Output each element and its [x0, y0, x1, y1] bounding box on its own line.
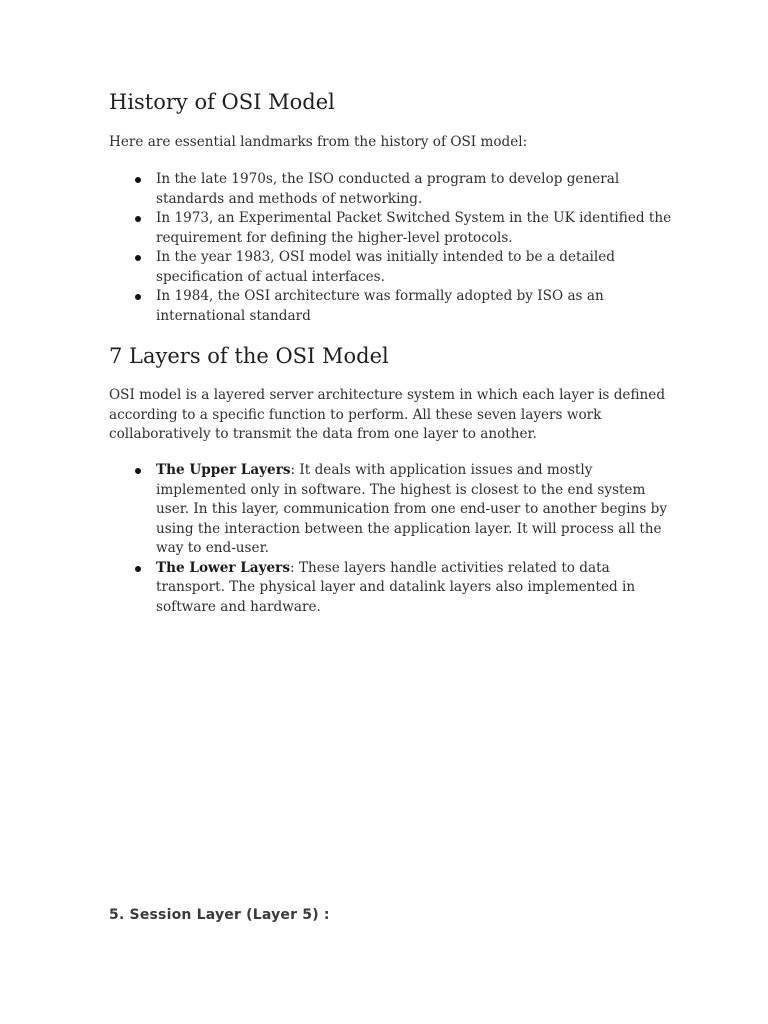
- history-item-text: In 1984, the OSI architecture was formally adopted by ISO as an international standard: [156, 288, 604, 324]
- layers-intro: OSI model is a layered server architecture system in which each layer is defined according to a specific function to perform. All these seven layers work collaboratively to transmit the data from one layer to another.: [109, 387, 666, 442]
- bullet-icon: [135, 468, 141, 474]
- bullet-icon: [135, 255, 141, 261]
- session-layer-heading: 5. Session Layer (Layer 5) :: [109, 907, 330, 923]
- layer-term: The Lower Layers: [156, 559, 290, 576]
- bullet-icon: [135, 566, 141, 572]
- layers-list: [156, 461, 676, 617]
- bullet-icon: [135, 294, 141, 300]
- list-item: [156, 559, 676, 618]
- bullet-icon: [135, 216, 141, 222]
- layer-description: : It deals with application issues and mostly implemented only in software. The highest is closest to the end system user. In this layer, communication from one end-user to another begins by using the interaction between the application layer. It will process all the way to end-user.: [156, 462, 668, 556]
- layers-heading: 7 Layers of the OSI Model: [109, 344, 389, 368]
- history-item-text: In the year 1983, OSI model was initially intended to be a detailed specification of actual interfaces.: [156, 249, 616, 285]
- history-heading: History of OSI Model: [109, 90, 335, 114]
- bullet-icon: [135, 177, 141, 183]
- history-intro: Here are essential landmarks from the history of OSI model:: [109, 134, 528, 150]
- layer-term: The Upper Layers: [156, 462, 291, 478]
- layer-description: : These layers handle activities related to data transport. The physical layer and datalink layers also implemented in software and hardware.: [156, 559, 636, 615]
- history-item-text: In the late 1970s, the ISO conducted a program to develop general standards and methods of networking.: [156, 171, 620, 207]
- history-list: [156, 170, 676, 326]
- history-item-text: In 1973, an Experimental Packet Switched System in the UK identified the requirement for defining the higher-level protocols.: [156, 210, 672, 246]
- list-item: [156, 209, 676, 248]
- list-item: [156, 248, 676, 287]
- list-item: [156, 287, 676, 326]
- list-item: [156, 461, 676, 559]
- list-item: [156, 170, 676, 209]
